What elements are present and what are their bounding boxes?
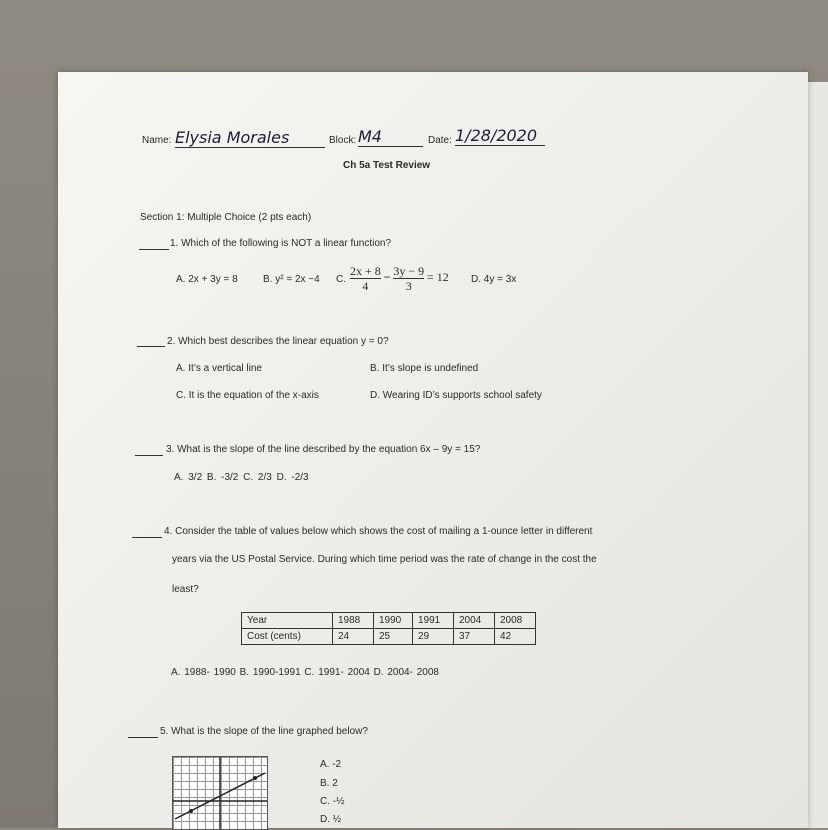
minus-sign: − <box>383 270 391 285</box>
table-cell: 24 <box>333 629 374 645</box>
q1-option-c-label: C. <box>336 274 346 285</box>
postal-cost-table <box>241 612 536 645</box>
table-cell: 2004 <box>454 613 495 629</box>
date-value: 1/28/2020 <box>455 126 545 146</box>
name-label: Name: <box>142 135 172 146</box>
block-label: Block: <box>329 135 357 146</box>
question-2: 2. Which best describes the linear equation y = 0? <box>167 336 389 347</box>
q2-option-b: B. It’s slope is undefined <box>370 363 479 374</box>
q1-option-a: A. 2x + 3y = 8 <box>176 274 238 285</box>
question-4-line-2: years via the US Postal Service. During which time period was the rate of change in the cost the <box>172 554 597 565</box>
fraction-1-denominator: 4 <box>362 279 369 293</box>
answer-blank-4 <box>132 537 162 538</box>
answer-blank-3 <box>135 455 163 456</box>
table-cell: Year <box>242 613 333 629</box>
q2-option-c: C. It is the equation of the x-axis <box>176 390 319 401</box>
q2-option-a: A. It’s a vertical line <box>176 363 262 374</box>
question-5: 5. What is the slope of the line graphed below? <box>160 726 368 737</box>
question-1: 1. Which of the following is NOT a linear function? <box>170 238 392 249</box>
table-cell: 2008 <box>495 613 536 629</box>
table-cell: 29 <box>413 629 454 645</box>
question-4-line-3: least? <box>172 584 199 595</box>
table-cell: 1990 <box>374 613 413 629</box>
answer-blank-5 <box>128 737 158 738</box>
q2-option-d: D. Wearing ID’s supports school safety <box>370 390 542 401</box>
fraction-1-numerator: 2x + 8 <box>350 264 381 278</box>
table-cell: 1991 <box>413 613 454 629</box>
q5-option-a: A. -2 <box>320 759 342 770</box>
q4-options: A. 1988- 1990 B. 1990-1991 C. 1991- 2004 D. 2004- 2008 <box>171 667 439 678</box>
coordinate-graph <box>172 756 268 830</box>
fraction-2-denominator: 3 <box>405 279 412 293</box>
table-cell: 37 <box>454 629 495 645</box>
table-row <box>242 629 536 645</box>
table-cell: 1988 <box>333 613 374 629</box>
table-cell: 42 <box>495 629 536 645</box>
answer-blank-1 <box>139 249 169 250</box>
q1-option-d: D. 4y = 3x <box>471 274 517 285</box>
q5-option-c: C. -½ <box>320 796 345 807</box>
table-cell: 25 <box>374 629 413 645</box>
q5-option-d: D. ½ <box>320 814 342 825</box>
equals-twelve: = 12 <box>426 270 449 285</box>
table-row <box>242 613 536 629</box>
adjacent-paper <box>808 82 828 828</box>
question-3: 3. What is the slope of the line described by the equation 6x – 9y = 15? <box>166 444 481 455</box>
q1-option-c-equation <box>350 264 449 293</box>
section-heading: Section 1: Multiple Choice (2 pts each) <box>140 212 312 223</box>
graph-line <box>173 757 267 829</box>
block-value: M4 <box>358 127 423 147</box>
q1-option-b: B. y² = 2x −4 <box>263 274 320 285</box>
question-4-line-1: 4. Consider the table of values below which shows the cost of mailing a 1-ounce letter in different <box>164 526 593 537</box>
date-label: Date: <box>428 135 452 146</box>
page-title: Ch 5a Test Review <box>343 160 431 171</box>
fraction-2-numerator: 3y − 9 <box>393 264 425 278</box>
table-cell: Cost (cents) <box>242 629 333 645</box>
name-value: Elysia Morales <box>175 128 325 148</box>
answer-blank-2 <box>137 346 165 347</box>
q5-option-b: B. 2 <box>320 778 338 789</box>
q3-options: A. 3/2 B. -3/2 C. 2/3 D. -2/3 <box>174 472 309 483</box>
